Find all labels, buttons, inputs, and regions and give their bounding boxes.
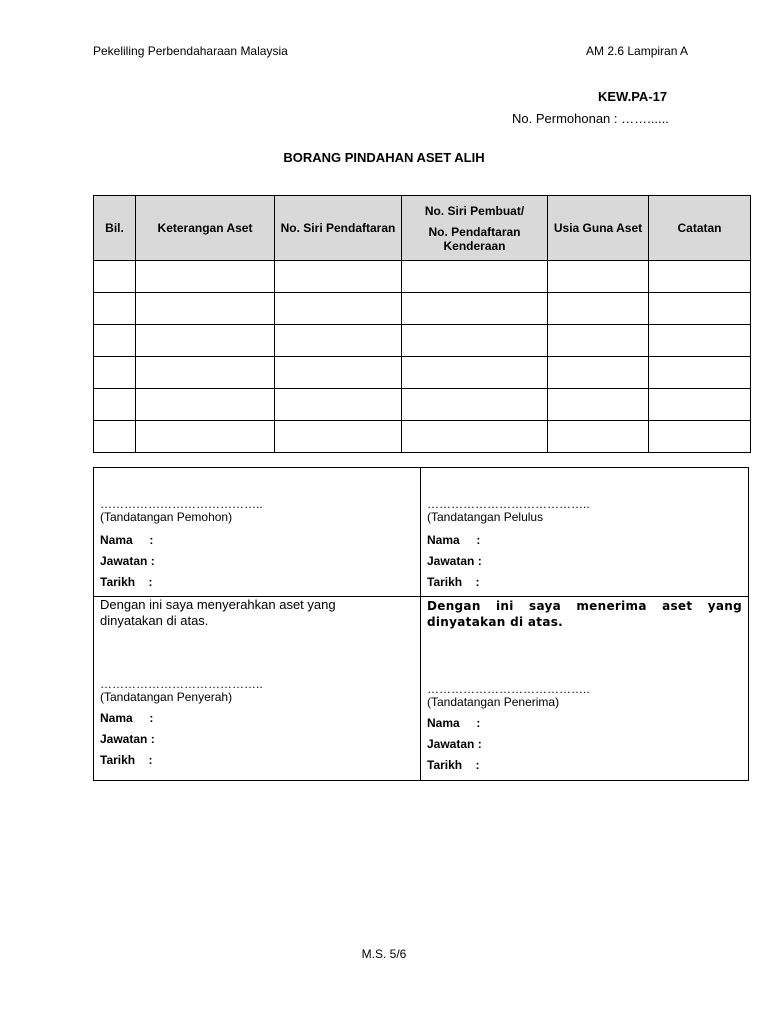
cell-usia[interactable]: [548, 261, 649, 293]
page-number: M.S. 5/6: [361, 947, 407, 961]
cell-keterangan[interactable]: [136, 293, 275, 325]
cell-keterangan[interactable]: [136, 421, 275, 453]
tarikh-label: Tarikh :: [100, 575, 153, 589]
cell-catatan[interactable]: [649, 325, 751, 357]
tarikh-label: Tarikh :: [427, 575, 480, 589]
signature-line[interactable]: …………………………………..: [100, 677, 263, 691]
form-code: KEW.PA-17: [598, 89, 668, 104]
penerima-statement: Dengan ini saya menerima aset yang dinyatakan di atas.: [427, 599, 742, 629]
nama-label: Nama :: [100, 711, 154, 725]
jawatan-label: Jawatan :: [100, 732, 155, 746]
table-row: [94, 261, 751, 293]
cell-keterangan[interactable]: [136, 389, 275, 421]
signature-line[interactable]: …………………………………..: [100, 497, 263, 511]
table-row: [94, 389, 751, 421]
header-no-siri-pembuat-line1: No. Siri Pembuat/: [424, 203, 525, 218]
header-no-siri-pendaftaran: No. Siri Pendaftaran: [275, 196, 402, 261]
cell-catatan[interactable]: [649, 357, 751, 389]
penyerah-statement: Dengan ini saya menyerahkan aset yang dinyatakan di atas.: [100, 597, 336, 628]
table-row: [94, 293, 751, 325]
cell-siri-pembuat[interactable]: [402, 421, 548, 453]
cell-usia[interactable]: [548, 389, 649, 421]
form-title: BORANG PINDAHAN ASET ALIH: [283, 150, 485, 165]
cell-siri-pembuat[interactable]: [402, 357, 548, 389]
header-usia-guna-aset: Usia Guna Aset: [548, 196, 649, 261]
cell-catatan[interactable]: [649, 293, 751, 325]
cell-siri-pembuat[interactable]: [402, 325, 548, 357]
signature-line[interactable]: …………………………………..: [427, 497, 590, 511]
cell-siri-pendaftaran[interactable]: [275, 261, 402, 293]
header-catatan: Catatan: [649, 196, 751, 261]
nama-label: Nama :: [427, 533, 481, 547]
signature-divider-vertical: [420, 468, 421, 780]
table-row: [94, 421, 751, 453]
penyerah-caption: (Tandatangan Penyerah): [100, 690, 233, 704]
jawatan-label: Jawatan :: [427, 554, 482, 568]
cell-keterangan[interactable]: [136, 325, 275, 357]
header-left-text: Pekeliling Perbendaharaan Malaysia: [93, 44, 288, 58]
cell-catatan[interactable]: [649, 389, 751, 421]
penerima-caption: (Tandatangan Penerima): [427, 695, 560, 709]
jawatan-label: Jawatan :: [427, 737, 482, 751]
pemohon-caption: (Tandatangan Pemohon): [100, 510, 233, 524]
cell-siri-pendaftaran[interactable]: [275, 357, 402, 389]
cell-siri-pembuat[interactable]: [402, 389, 548, 421]
cell-keterangan[interactable]: [136, 261, 275, 293]
cell-bil[interactable]: [94, 325, 136, 357]
cell-bil[interactable]: [94, 357, 136, 389]
header-no-siri-pembuat: [402, 196, 548, 261]
header-right-text: AM 2.6 Lampiran A: [586, 44, 689, 58]
signature-box: [93, 467, 749, 781]
header-keterangan-aset: Keterangan Aset: [136, 196, 275, 261]
penyerah-signature-block: [100, 678, 418, 767]
cell-bil[interactable]: [94, 293, 136, 325]
cell-bil[interactable]: [94, 261, 136, 293]
jawatan-label: Jawatan :: [100, 554, 155, 568]
tarikh-label: Tarikh :: [427, 758, 480, 772]
cell-siri-pendaftaran[interactable]: [275, 293, 402, 325]
cell-siri-pembuat[interactable]: [402, 261, 548, 293]
cell-usia[interactable]: [548, 357, 649, 389]
cell-siri-pendaftaran[interactable]: [275, 421, 402, 453]
header-no-pendaftaran-kenderaan: No. Pendaftaran Kenderaan: [428, 224, 521, 253]
signature-line[interactable]: …………………………………..: [427, 682, 590, 696]
cell-keterangan[interactable]: [136, 357, 275, 389]
table-header-row: [94, 196, 751, 261]
pemohon-signature-block: [100, 498, 418, 589]
nama-label: Nama :: [427, 716, 481, 730]
cell-usia[interactable]: [548, 293, 649, 325]
table-row: [94, 357, 751, 389]
cell-catatan[interactable]: [649, 421, 751, 453]
asset-table: [93, 195, 751, 453]
tarikh-label: Tarikh :: [100, 753, 153, 767]
cell-bil[interactable]: [94, 421, 136, 453]
pelulus-signature-block: [427, 498, 745, 589]
pelulus-caption: (Tandatangan Pelulus: [427, 510, 544, 524]
cell-usia[interactable]: [548, 325, 649, 357]
cell-usia[interactable]: [548, 421, 649, 453]
penerima-signature-block: [427, 683, 745, 772]
cell-bil[interactable]: [94, 389, 136, 421]
cell-siri-pendaftaran[interactable]: [275, 325, 402, 357]
application-number: No. Permohonan : ……......: [512, 111, 669, 126]
cell-catatan[interactable]: [649, 261, 751, 293]
cell-siri-pendaftaran[interactable]: [275, 389, 402, 421]
nama-label: Nama :: [100, 533, 154, 547]
table-row: [94, 325, 751, 357]
header-bil: Bil.: [94, 196, 136, 261]
cell-siri-pembuat[interactable]: [402, 293, 548, 325]
